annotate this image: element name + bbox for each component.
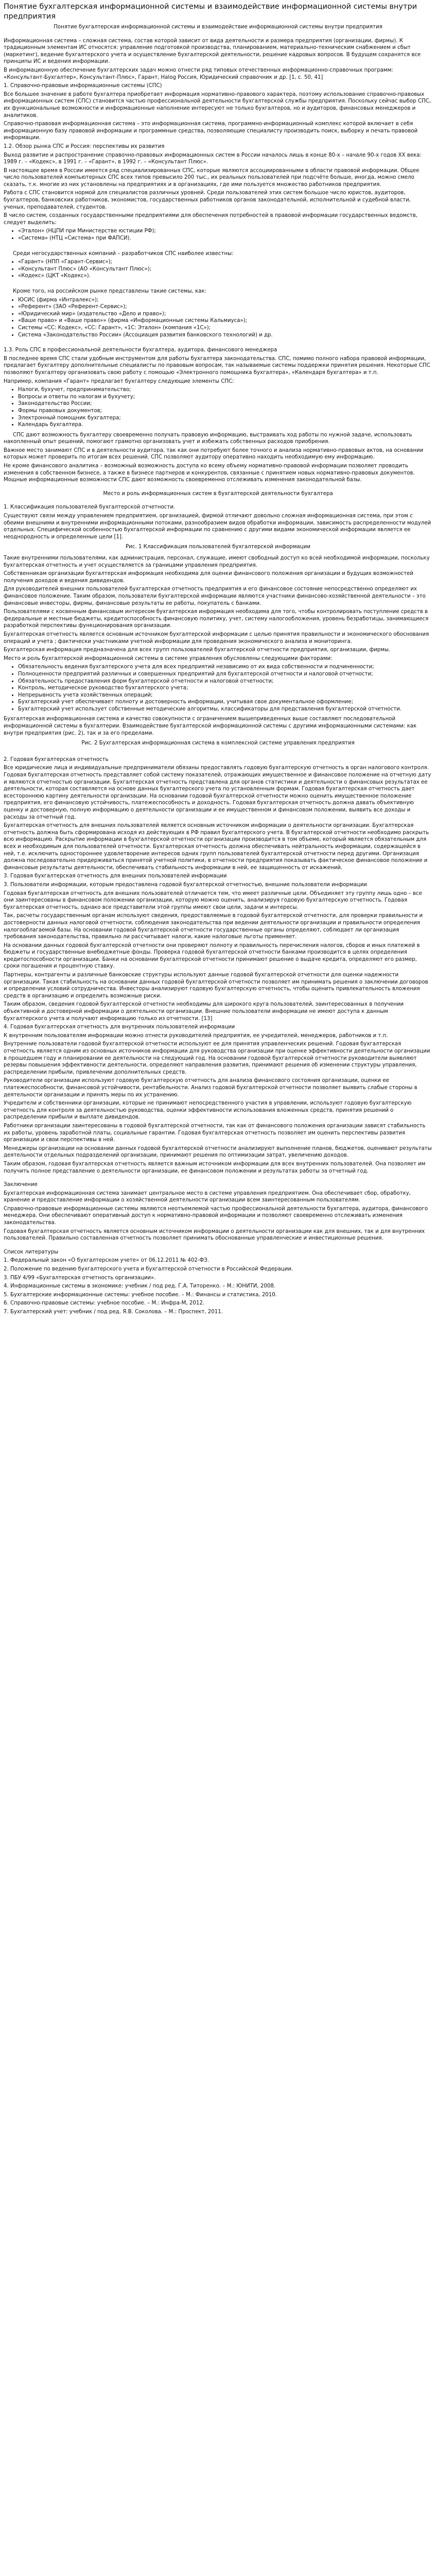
list-private-developers <box>4 259 432 280</box>
document-title: Понятие бухгалтерская информационной системы и взаимодействие информационной системы внутри предприятия <box>4 3 417 21</box>
paragraph: Работники организации заинтересованы в годовой бухгалтерской отчетности, так как от финансового положения организации зависят стабильность их работы, уровень заработной платы, социальные гарантии. Годовая бухгалтерская отчетность позволяет им оценить перспективы развития организации и свои перспективы в ней. <box>4 1123 427 1143</box>
list-item: • ЮСИС (фирма «Интралекс»); <box>18 297 432 304</box>
list-other-systems <box>4 297 432 339</box>
section-heading: 3. Годовая бухгалтерская отчетность для внешних пользователей информации <box>4 873 227 879</box>
paragraph: Кроме того, на российском рынке представлены такие системы, как: <box>13 289 206 294</box>
reference-item: 6. Справочно-правовые системы: учебное пособие. – М.: Инфра-М, 2012. <box>4 1300 205 1307</box>
list-item: • «Референт» (ЗАО «Референт-Сервис»); <box>18 303 432 311</box>
paragraph: Внутренние пользователи годовой бухгалтерской отчетности используют ее для принятия управленческих решений. Годовая бухгалтерская отчетность является одним из основных источников информации для руководства организации при оценке эффективности деятельности организации в прошедшем году и планировании ее деятельности на следующий год. На основании годовой бухгалтерской отчетности руководители выявляют резервы повышения эффективности деятельности, определяют направления развития, принимают решения об изменении структуры управления, распределении прибыли, привлечении дополнительных средств. <box>4 1041 432 1075</box>
list-item: • Системы «СС: Кодекс», «СС: Гарант», «1С: Эталон» (компания «1С»); <box>18 325 432 332</box>
paragraph: Информационная система – сложная система, состав которой зависит от вида деятельности и размера предприятия (организации, фирмы). К традиционным элементам ИС относятся: управление подготовкой производства, планированием, материально-техническим снабжением и сбыт (маркетинг), ведение бухгалтерского учета и осуществление бухгалтерской деятельности, решение кадровых вопросов. В будущем сохранятся все принципы ИС и ведения информации. <box>4 38 423 65</box>
paragraph: Бухгалтерская информация предназначена для всех групп пользователей бухгалтерской отчетности предприятия, организации, фирмы. <box>4 647 391 653</box>
document-subtitle: Понятие бухгалтерская информационной системы и взаимодействие информационной системы внутри предприятия <box>54 24 382 30</box>
paragraph: На основании данных годовой бухгалтерской отчетности они проверяют полноту и правильность перечисления налогов, сборов и иных платежей в бюджеты и государственные внебюджетные фонды. Проверка годовой бухгалтерской отчетности банками производится в целях определения кредитоспособности организации. Банки на основании бухгалтерской отчетности принимают решение о выдаче кредита, определяют его размер, сроки погашения и процентную ставку. <box>4 942 422 970</box>
paragraph: Все большее значение в работе бухгалтера приобретает информация нормативно-правового характера, поэтому использование справочно-правовых информационных систем (СПС) становится частью профессиональной деятельности бухгалтерской службы предприятия. Поскольку сейчас выбор СПС, их функциональные возможности и информационные наполнение интересуют не только бухгалтеров, но и аудиторов, финансовых менеджеров и аналитиков. <box>4 91 433 118</box>
paragraph: Справочно-правовые информационные системы являются неотъемлемой частью профессиональной деятельности бухгалтера, аудитора, финансового менеджера. Они обеспечивают оперативный доступ к нормативно-правовой информации и позволяют своевременно отслеживать изменения законодательства. <box>4 1206 430 1226</box>
paragraph: Бухгалтерская отчетность является основным источником бухгалтерской информации с целью принятия правильности и экономического обоснования операций и учета ; фактически участниками учетной информации для проведения экономического анализа и мониторинга. <box>4 631 431 645</box>
paragraph: Важное место занимают СПС и в деятельности аудитора, так как они потребуют более точного и анализа нормативно-правовых актов, на основании которых может проверить по итогам всех решений. СПС позволяют аудитору оперативно находить необходимую ему информацию. <box>4 447 425 461</box>
section-heading: 1.2. Обзор рынка СПС и Россия: перспективы их развития <box>4 143 165 149</box>
reference-item: 2. Положение по ведению бухгалтерского учета и бухгалтерской отчетности в Российской Федерации. <box>4 1266 293 1273</box>
paragraph: Среди негосударственных компаний – разработчиков СПС наиболее известны: <box>13 250 234 257</box>
list-item: • «Ваше право» и «Ваше право»» (фирма «Информационные системы Кальмиуса»); <box>18 317 432 325</box>
paragraph: Такие внутренними пользователями, как администрация, персонал, служащие, имеют свободный доступ ко всей необходимой информации, поскольку бухгалтерская отчетность и учет осуществляется за границами управления предприятия. <box>4 555 431 568</box>
figure-caption: Рис. 2 Бухгалтерская информационная система в комплексной системе управления предприятия <box>81 740 355 747</box>
reference-item: 5. Бухгалтерские информационные системы: учебное пособие. – М.: Финансы и статистика, 2010. <box>4 1292 277 1298</box>
paragraph: Справочно-правовая информационная система – это информационная система, программно-информационный комплекс которой включает в себя информационную базу правовой информации и программные средства, позволяющие специалисту производить поиск, выборку и печать правовой информации. <box>4 121 420 141</box>
list-item: • «Эталон» (НЦПИ при Министерстве юстиции РФ); <box>18 228 432 235</box>
paragraph: Выход развитие и распространение справочно-правовых информационных систем в России началось лишь в конце 80-х – начале 90-х годов ХХ века: 1989 г. – «Кодекс», в 1991 г. – «Гарант», в 1992 г. – «Консультант Плюс». <box>4 152 424 165</box>
section-heading: 1.3. Роль СПС в профессиональной деятельности бухгалтера, аудитора, финансового менеджера <box>4 347 277 353</box>
section-heading: Список литературы <box>4 1249 59 1255</box>
paragraph: Для руководителей внешних пользователей бухгалтерская отчетность предприятия и его финансовое состояние непосредственно определяют их финансовое положение. Таким образом, пользователи бухгалтерской информации являются участники финансово-хозяйственной деятельности – это финансовые инвесторы, фирмы, финансовые результаты ее работы, покупатель с банками. <box>4 586 428 606</box>
list-state-systems <box>4 228 432 242</box>
paragraph: Существуют связи между управлением предприятием, организацией, фирмой отличают довольно сложная информационная система, при этом с обеими внешними и внутренними информационными потоками, разнообразием видов обработки информации, зависимость распределенности модулей отдельных. Специфической особенностью бухгалтерской информации по сравнению с другими видами экономической информации является ее неоднородность и определенные цели [1]. <box>4 513 433 540</box>
paragraph: Менеджеры организации на основании данных годовой бухгалтерской отчетности анализируют выполнение планов, бюджетов, оценивают результаты деятельности отдельных подразделений организации, принимают решения по оптимизации затрат, увеличению доходов. <box>4 1145 433 1159</box>
paragraph: В настоящее время в России имеется ряд специализированных СПС, которые являются ассоциированными в области правовой информации. Общее число пользователей компьютерных СПС всех типов превысило 200 тыс., их реальных пользователей при подсчёте больше, иногда, можно смело сказать, т.к. многие из них установлены на предприятиях и в организациях, где ими пользуется множество работников предприятия. <box>4 167 421 188</box>
list-item: • Система «Законодательство России» (Ассоциация развития банковского технологий) и др. <box>18 332 432 339</box>
paragraph: Место и роль бухгалтерской информационной системы в системе управления обусловлены следующими факторами: <box>4 655 333 662</box>
paragraph: В последнее время СПС стали удобным инструментом для работы бухгалтера законодательства. СПС, помимо полного набора правовой информации, предлагает бухгалтеру дополнительные специалисты по правовым вопросам, так называемые системы поддержки принятия решения. Некоторые СПС позволяют бухгалтеру организовать свою работу с помощью «Электронного помощника бухгалтера», «Календаря бухгалтера» и т.п. <box>4 355 432 376</box>
list-garant-elements <box>4 386 432 429</box>
paragraph: Руководители организации используют годовую бухгалтерскую отчетность для анализа финансового состояния организации, оценки ее платежеспособности, финансовой устойчивости, рентабельности. Анализ годовой бухгалтерской отчетности позволяет выявить слабые стороны в деятельности организации и принять меры по их устранению. <box>4 1078 419 1098</box>
list-item: • Обязательность ведения бухгалтерского учета для всех предприятий независимо от их вида собственности и подчиненности; <box>18 664 432 671</box>
paragraph: Работа с СПС становится нормой для специалистов различных уровней. Среди пользователей этих систем большое число юристов, аудиторов, бухгалтеров, банковских работников, экономистов, государственных работников органов законодательной, исполнительной и судебной власти, ученых, преподавателей, студентов. <box>4 190 413 210</box>
paragraph: Бухгалтерская информационная система занимает центральное место в системе управления предприятием. Она обеспечивает сбор, обработку, хранение и предоставление информации о хозяйственной деятельности организации всем заинтересованным пользователям. <box>4 1190 413 1204</box>
list-item: • Бухгалтерский учет использует собственные методические алгоритмы, классификаторы для представления бухгалтерской отчетности. <box>18 706 432 713</box>
paragraph: СПС дают возможность бухгалтеру своевременно получать правовую информацию, выстраивать ход работы по нужной задаче, использовать накопленный опыт решений, помогают грамотно организовать учет и избежать собственных расходов приобрения. <box>4 432 414 445</box>
list-item: • «Юридический мир» (издательство «Дело и право»); <box>18 311 432 318</box>
section-heading: 1. Классификация пользователей бухгалтерской отчетности. <box>4 504 176 511</box>
section-heading: 1. Справочно-правовые информационные системы (СПС) <box>4 83 162 89</box>
list-item: • Бухгалтерский учет обеспечивает полноту и достоверность информации, учитывая свое документальное оформление; <box>18 699 432 706</box>
section-heading: 2. Годовая бухгалтерская отчетность <box>4 756 109 762</box>
list-item: • Контроль, методическое руководство бухгалтерского учета; <box>18 685 432 692</box>
list-item: • Календарь бухгалтера. <box>18 421 432 429</box>
list-item: • Налоги, бухучет, предпринимательство; <box>18 386 432 394</box>
paragraph: В число систем, созданных государственными предприятиями для обеспечения потребностей в правовой информации государственных ведомств, следует выделить: <box>4 213 420 226</box>
list-item: • Электронный помощник бухгалтера; <box>18 415 432 422</box>
paragraph: Таким образом, сведения годовой бухгалтерской отчетности необходимы для широкого круга пользователей, заинтересованных в получении объективной и достоверной информации о деятельности организации. Внешние пользователи информации не имеют доступа к данным бухгалтерского учета и получают информацию только из отчетности. [13] <box>4 1002 406 1022</box>
reference-item: 7. Бухгалтерский учет: учебник / под ред. Я.В. Соколова. – М.: Проспект, 2011. <box>4 1309 223 1315</box>
list-item: • Обязательность предоставления форм бухгалтерской отчетности и налоговой отчетности; <box>18 678 432 685</box>
reference-item: 3. ПБУ 4/99 «Бухгалтерская отчетность организации». <box>4 1275 156 1281</box>
paragraph: Годовая бухгалтерская отчетность является основным источником информации о деятельности организации как для внешних, так и для внутренних пользователей. Правильно составленная отчетность позволяет принимать обоснованные управленческие и инвестиционные решения. <box>4 1228 427 1242</box>
list-item: • Полноценности предприятий различных и совершенных предприятий для бухгалтерской отчетности и налоговой отчетности; <box>18 671 432 678</box>
section-heading: Заключение <box>4 1182 38 1188</box>
paragraph: Учредители и собственники организации, которые не принимают непосредственного участия в управлении, используют годовую бухгалтерскую отчетность для контроля за деятельностью руководства, оценки эффективности использования вложенных средств, принятия решений о распределении прибыли и выплате дивидендов. <box>4 1100 413 1121</box>
list-item: • Непрерывность учета хозяйственных операций; <box>18 692 432 699</box>
list-item: • Формы правовых документов; <box>18 408 432 415</box>
paragraph: Бухгалтерская информационная система и качество совокупности с ограничением вышеприведенных выше составляют последовательной информационной системы в бухгалтерии. Взаимодействие бухгалтерской информационной системы с другими информационными системами: как внутри предприятия (рис. 2), так и за его пределами. <box>4 716 418 736</box>
list-item: • Законодательство России; <box>18 400 432 408</box>
paragraph: Не кроме финансового аналитика – возможный возможность доступа ко всему объему нормативно-правовой информации позволяет проводить изменения в собственном бизнесе, а также в бизнесе партнеров и конкурентов, связанные с принятием новых нормативно-правовых документов. Мощные информационные возможности СПС дают возможность своевременно отслеживать изменения законодательной базы. <box>4 463 416 483</box>
section-heading: Место и роль информационных систем в бухгалтерской деятельности бухгалтера <box>103 490 333 497</box>
paragraph: Партнеры, контрагенты и различные банковские структуры используют данные годовой бухгалтерской отчетности для оценки надежности организации. Такая стабильность на основании данных годовой бухгалтерской отчетности позволяет им принимать решения о заключении договоров и определении условий сотрудничества. Инвесторы анализируют годовую бухгалтерскую отчетность, чтобы оценить привлекательность вложения средств в организацию и определить возможные риски. <box>4 972 430 999</box>
paragraph: Все юридические лица и индивидуальные предприниматели обязаны предоставлять годовую бухгалтерскую отчетность в орган налогового контроля. Годовая бухгалтерская отчетность представляет собой систему показателей, отражающих имущественное и финансовое положение на отчетную дату и являются отчетностью организации. Бухгалтерская отчетность представлена для органов статистики и деятельности о финансовых результатах ее деятельности, которая составляется на основе данных бухгалтерского учета по установленным формам. Годовая бухгалтерская отчетность дает всестороннюю картину деятельности организации. На основании годовой бухгалтерской отчетности можно оценить имущественное положение предприятия, его финансовую устойчивость, платежеспособность и доходность. Годовая бухгалтерская отчетность должна давать объективную оценку и достоверную, полную информацию о деятельности организации и ее имущественном и финансовом положении, выявить все доходы и расходы за отчетный год. <box>4 765 433 820</box>
paragraph: Таким образом, годовая бухгалтерская отчетность является важным источником информации для всех внутренних пользователей. Она позволяет им получить полное представление о деятельности организации, ее финансовом положении и результатах работы за отчетный год. <box>4 1161 427 1174</box>
list-item: • «Система» (НТЦ «Система» при ФАПСИ). <box>18 235 432 242</box>
section-heading: 4. Годовая бухгалтерская отчетность для внутренних пользователей информации <box>4 1024 235 1030</box>
paragraph: Собственникам организации бухгалтерская информация необходима для оценки финансового положения организации и будущих возможностей получения доходов и ведения дивидендов. <box>4 571 415 584</box>
list-item: • Вопросы и ответы по налогам и бухучету; <box>18 394 432 401</box>
paragraph: К внутренним пользователям информации можно отнести руководителей предприятия, ее учредителей, менеджеров, работников и т.п. <box>4 1032 388 1039</box>
list-item: • «Консультант Плюс» (АО «Консультант Плюс»); <box>18 266 432 273</box>
reference-item: 1. Федеральный закон «О бухгалтерском учете» от 06.12.2011 № 402-ФЗ. <box>4 1258 210 1264</box>
paragraph: Так, расчеты государственным органам используют сведения, предоставляемые в годовой бухгалтерской отчетности, для проверки правильности и достоверности данных налоговой отчетности, соблюдения законодательства при ведении деятельности организации и правильности определения налогооблагаемой базы. На основании годовой бухгалтерской отчетности государственные органы определяют, соблюдает ли организация требования законодательства, правильно ли рассчитывает налоги, какие налоговые льготы применяет. <box>4 913 425 940</box>
paragraph: Бухгалтерская отчетность для внешних пользователей является основным источником информации о деятельности организации. Бухгалтерская отчетность должна быть сформирована исходя из действующих в РФ правил бухгалтерского учета. В бухгалтерской отчетности необходимо раскрыть всю информацию. Раскрытие информации в бухгалтерской отчетности организации производится в том объеме, который является обязательным для всех и необходимым для пользователей отчетности. Бухгалтерская отчетность должна обеспечивать нейтральность информации, содержащейся в ней, т.е. исключить одностороннее удовлетворение интересов одних групп пользователей бухгалтерской отчетности перед другими. Организация должна последовательно придерживаться принятой учетной политики, в отчетности предприятия показывать фактическое финансовое положение и финансовые результаты деятельности, обеспечивать стабильность информации в ней, ее защищенность от искажений. <box>4 823 431 871</box>
list-factors <box>4 664 432 713</box>
list-item: • «Кодекс» (ЦКТ «Кодекс»). <box>18 273 432 280</box>
paragraph: Годовая бухгалтерская отчетность для внешних пользователей отличается тем, что имеет различные цели. Объединяет эту группу лишь одно – все они заинтересованы в финансовом положении организации, которую можно оценить, анализируя годовую бухгалтерскую отчетность. Годовая бухгалтерская отчетность, однако все представители этой группы имеют свои цели, задачи и интересы. <box>4 890 424 910</box>
list-item: • «Гарант» (НПП «Гарант-Сервис»); <box>18 259 432 266</box>
paragraph: В информационную обеспечение бухгалтерских задач можно отнести ряд типовых отечественных информационно-справочных программ: «Консультант-Бухгалтер», Консультант-Плюс», Гарант, Нalog Россия, Юридический справочник и др. [1, с. 50, 41] <box>4 67 395 80</box>
figure-caption: Рис. 1 Классификация пользователей бухгалтерской информации <box>126 544 310 550</box>
paragraph: Пользователями с косвенным финансовым интересом бухгалтерская информация необходима для того, чтобы контролировать поступление средств в федеральные и местные бюджеты, кредитоспособность финансовую политику, учет, систему налогообложения, уровень безработицы, занимающиеся разработкой перспективы функционирования организации. <box>4 609 430 629</box>
paragraph: 3. Пользователи информации, которым предоставлена годовой бухгалтерской отчетностью, внешние пользователи информации <box>4 882 367 888</box>
paragraph: Например, компания «Гарант» предлагает бухгалтеру следующие элементы СПС: <box>4 378 234 384</box>
reference-item: 4. Информационные системы в экономике: учебник / под ред. Г.А. Титоренко. – М.: ЮНИТИ, 2008. <box>4 1283 276 1290</box>
